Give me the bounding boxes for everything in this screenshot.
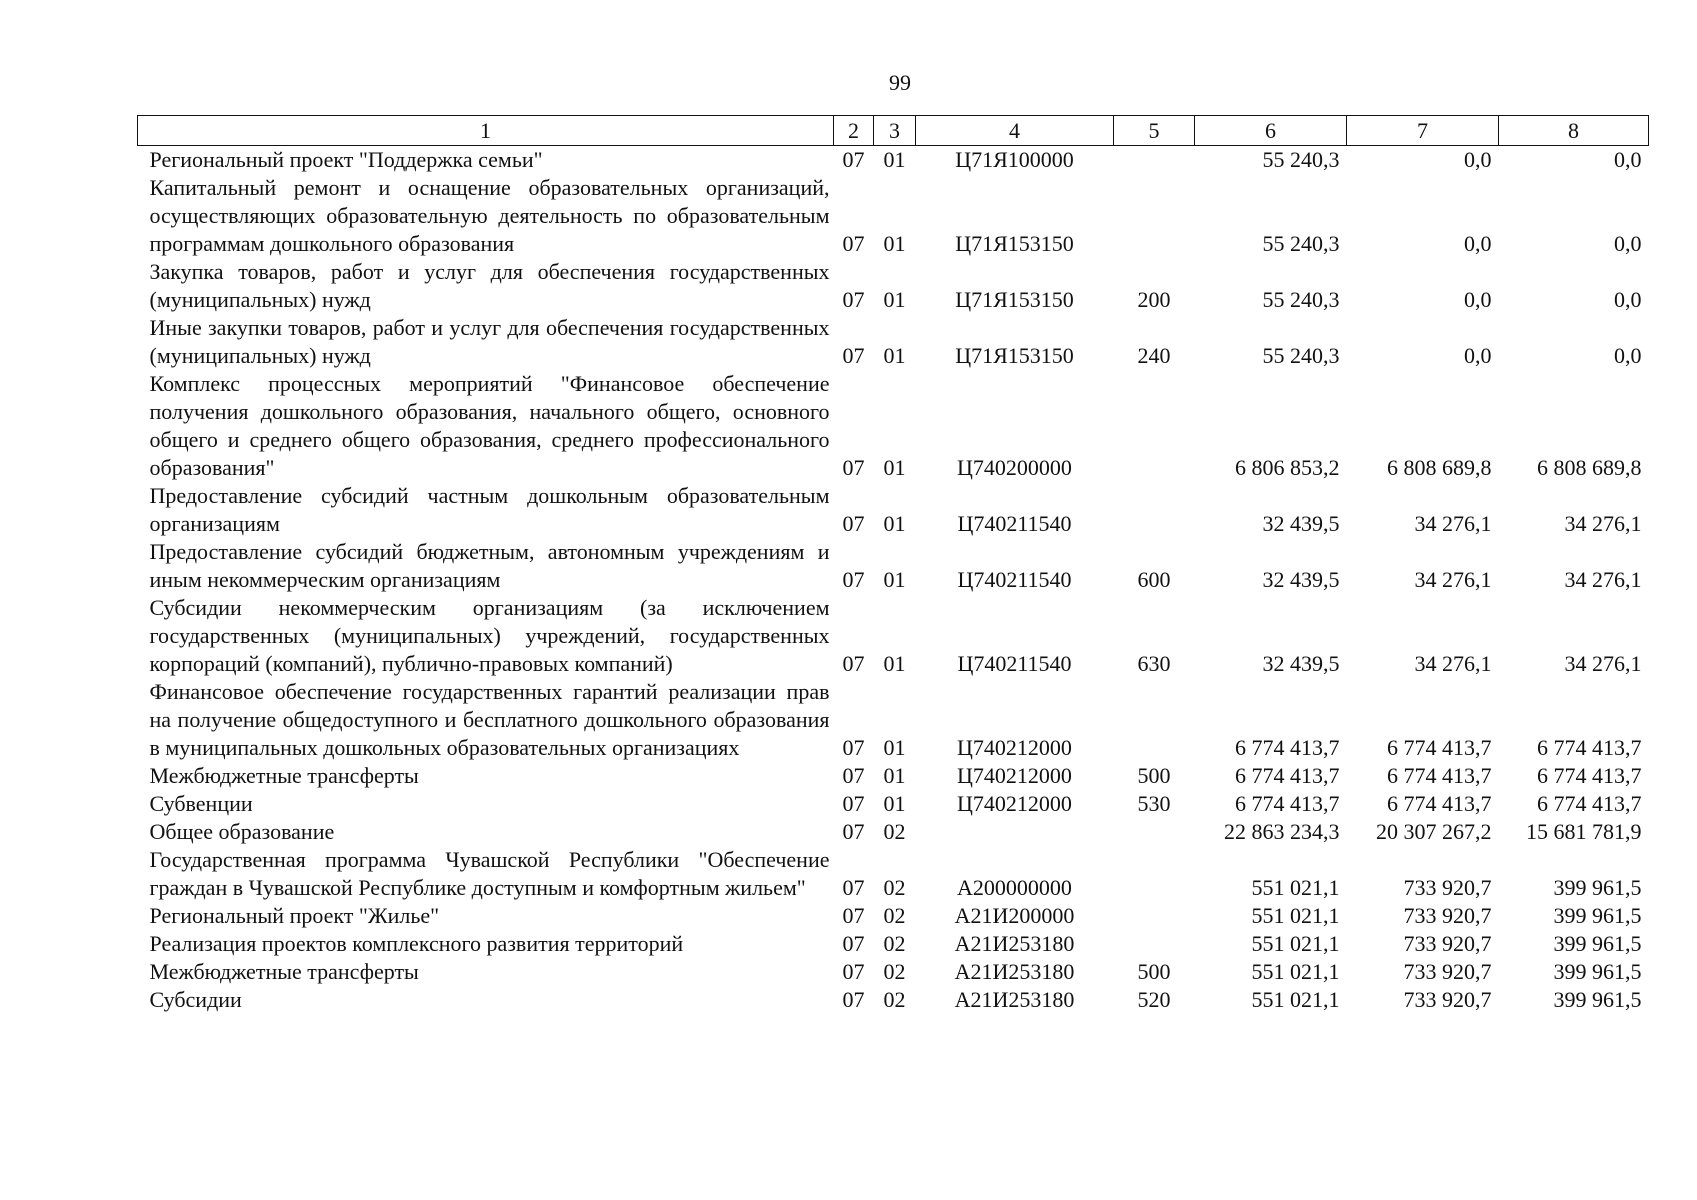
table-row	[138, 678, 1649, 762]
row-amount-col6: 55 240,3	[1262, 147, 1340, 172]
row-subsection: 01	[883, 763, 906, 788]
header-col-6: 6	[1195, 116, 1347, 146]
row-amount-col6: 32 439,5	[1262, 567, 1340, 592]
row-name: Государственная программа Чувашской Республики "Обеспечение граждан в Чувашской Республике доступным и комфортным жильем"	[149, 847, 830, 900]
row-name: Предоставление субсидий частным дошкольным образовательным организациям	[149, 483, 830, 536]
row-target-article: Ц740211540	[957, 567, 1072, 592]
row-amount-col8: 34 276,1	[1564, 651, 1642, 676]
row-amount-col8: 399 961,5	[1553, 931, 1642, 956]
header-row	[138, 116, 1649, 146]
row-amount-col6: 6 806 853,2	[1235, 455, 1340, 480]
row-expense-type	[1114, 482, 1195, 538]
table-row	[138, 790, 1649, 818]
row-name: Капитальный ремонт и оснащение образовательных организаций, осуществляющих образовательную деятельность по образовательным программам дошкольного образования	[149, 175, 830, 256]
row-amount-col7: 0,0	[1464, 287, 1492, 312]
row-subsection: 02	[883, 987, 906, 1012]
row-name: Закупка товаров, работ и услуг для обеспечения государственных (муниципальных) нужд	[149, 259, 830, 312]
row-expense-type	[1114, 902, 1195, 930]
row-amount-col8: 399 961,5	[1553, 875, 1642, 900]
page-number: 99	[889, 70, 911, 95]
row-section: 07	[842, 343, 865, 368]
row-amount-col6: 55 240,3	[1262, 287, 1340, 312]
table-row	[138, 146, 1649, 175]
row-expense-type: 200	[1137, 287, 1171, 312]
row-amount-col8: 6 774 413,7	[1537, 763, 1642, 788]
row-name: Межбюджетные трансферты	[149, 959, 419, 984]
table-row	[138, 594, 1649, 678]
row-target-article: А21И253180	[954, 931, 1075, 956]
row-target-article: Ц740212000	[957, 791, 1072, 816]
row-amount-col7: 34 276,1	[1414, 511, 1492, 536]
header-col-8: 8	[1499, 116, 1649, 146]
row-subsection: 01	[883, 147, 906, 172]
row-section: 07	[842, 959, 865, 984]
row-target-article: Ц71Я153150	[955, 287, 1074, 312]
row-amount-col7: 20 307 267,2	[1376, 819, 1492, 844]
row-amount-col6: 6 774 413,7	[1235, 763, 1340, 788]
row-expense-type: 530	[1137, 791, 1171, 816]
row-amount-col8: 399 961,5	[1553, 903, 1642, 928]
row-subsection: 01	[883, 511, 906, 536]
row-target-article	[916, 818, 1114, 846]
table-body	[138, 146, 1649, 1015]
row-expense-type	[1114, 174, 1195, 258]
row-name: Комплекс процессных мероприятий "Финансовое обеспечение получения дошкольного образования, начального общего, основного общего и среднего общего образования, среднего профессионального образования"	[149, 371, 830, 480]
row-name: Финансовое обеспечение государственных гарантий реализации прав на получение общедоступного и бесплатного дошкольного образования в муниципальных дошкольных образовательных организациях	[149, 679, 830, 760]
row-expense-type: 600	[1137, 567, 1171, 592]
table-row	[138, 958, 1649, 986]
table-row	[138, 258, 1649, 314]
header-col-4: 4	[916, 116, 1114, 146]
row-section: 07	[842, 147, 865, 172]
row-section: 07	[842, 651, 865, 676]
row-amount-col6: 551 021,1	[1251, 875, 1340, 900]
table-row	[138, 370, 1649, 482]
row-amount-col7: 6 808 689,8	[1387, 455, 1492, 480]
row-subsection: 02	[883, 959, 906, 984]
table-row	[138, 538, 1649, 594]
row-section: 07	[842, 287, 865, 312]
header-col-3: 3	[874, 116, 916, 146]
row-expense-type	[1114, 370, 1195, 482]
row-name: Реализация проектов комплексного развития территорий	[149, 931, 684, 956]
row-amount-col7: 34 276,1	[1414, 651, 1492, 676]
row-name: Региональный проект "Жилье"	[149, 903, 440, 928]
row-amount-col7: 0,0	[1464, 147, 1492, 172]
table-row	[138, 482, 1649, 538]
row-amount-col7: 733 920,7	[1403, 875, 1492, 900]
row-target-article: А200000000	[957, 875, 1072, 900]
row-subsection: 01	[883, 651, 906, 676]
row-subsection: 02	[883, 819, 906, 844]
row-amount-col8: 0,0	[1614, 231, 1642, 256]
row-section: 07	[842, 455, 865, 480]
row-subsection: 02	[883, 903, 906, 928]
row-section: 07	[842, 987, 865, 1012]
row-subsection: 01	[883, 735, 906, 760]
row-target-article: А21И200000	[954, 903, 1075, 928]
table-row	[138, 986, 1649, 1014]
row-amount-col7: 6 774 413,7	[1387, 763, 1492, 788]
row-amount-col6: 32 439,5	[1262, 651, 1340, 676]
row-section: 07	[842, 875, 865, 900]
row-section: 07	[842, 511, 865, 536]
row-amount-col7: 733 920,7	[1403, 987, 1492, 1012]
row-amount-col7: 733 920,7	[1403, 931, 1492, 956]
row-amount-col8: 0,0	[1614, 287, 1642, 312]
row-amount-col6: 551 021,1	[1251, 959, 1340, 984]
row-amount-col6: 6 774 413,7	[1235, 735, 1340, 760]
row-subsection: 01	[883, 231, 906, 256]
row-section: 07	[842, 931, 865, 956]
header-col-7: 7	[1347, 116, 1499, 146]
row-subsection: 01	[883, 287, 906, 312]
table-row	[138, 818, 1649, 846]
row-amount-col8: 399 961,5	[1553, 959, 1642, 984]
row-target-article: Ц71Я153150	[955, 343, 1074, 368]
row-expense-type	[1114, 146, 1195, 175]
row-subsection: 01	[883, 791, 906, 816]
row-amount-col8: 6 774 413,7	[1537, 791, 1642, 816]
row-amount-col7: 0,0	[1464, 231, 1492, 256]
row-expense-type	[1114, 846, 1195, 902]
row-expense-type: 240	[1137, 343, 1171, 368]
row-target-article: А21И253180	[954, 959, 1075, 984]
budget-table	[137, 115, 1649, 1014]
row-target-article: А21И253180	[954, 987, 1075, 1012]
row-amount-col8: 15 681 781,9	[1526, 819, 1642, 844]
row-target-article: Ц71Я153150	[955, 231, 1074, 256]
row-name: Предоставление субсидий бюджетным, автономным учреждениям и иным некоммерческим организациям	[149, 539, 830, 592]
row-name: Региональный проект "Поддержка семьи"	[149, 147, 543, 172]
row-amount-col6: 551 021,1	[1251, 987, 1340, 1012]
row-amount-col7: 733 920,7	[1403, 903, 1492, 928]
row-amount-col7: 6 774 413,7	[1387, 735, 1492, 760]
row-target-article: Ц71Я100000	[955, 147, 1074, 172]
row-subsection: 01	[883, 455, 906, 480]
row-amount-col7: 34 276,1	[1414, 567, 1492, 592]
row-section: 07	[842, 231, 865, 256]
row-amount-col6: 55 240,3	[1262, 343, 1340, 368]
table-row	[138, 314, 1649, 370]
table-row	[138, 174, 1649, 258]
row-expense-type: 630	[1137, 651, 1171, 676]
row-amount-col6: 551 021,1	[1251, 903, 1340, 928]
row-subsection: 02	[883, 875, 906, 900]
row-amount-col8: 399 961,5	[1553, 987, 1642, 1012]
row-amount-col6: 6 774 413,7	[1235, 791, 1340, 816]
row-expense-type	[1114, 818, 1195, 846]
row-name: Общее образование	[149, 819, 335, 844]
table-row	[138, 902, 1649, 930]
row-subsection: 01	[883, 343, 906, 368]
row-expense-type: 500	[1137, 763, 1171, 788]
table-row	[138, 846, 1649, 902]
row-section: 07	[842, 763, 865, 788]
row-section: 07	[842, 903, 865, 928]
row-target-article: Ц740211540	[957, 511, 1072, 536]
row-target-article: Ц740212000	[957, 735, 1072, 760]
row-amount-col6: 551 021,1	[1251, 931, 1340, 956]
row-expense-type: 500	[1137, 959, 1171, 984]
row-amount-col6: 22 863 234,3	[1224, 819, 1340, 844]
row-subsection: 01	[883, 567, 906, 592]
row-expense-type	[1114, 678, 1195, 762]
row-expense-type	[1114, 930, 1195, 958]
row-name: Субсидии	[149, 987, 242, 1012]
row-target-article: Ц740211540	[957, 651, 1072, 676]
row-expense-type: 520	[1137, 987, 1171, 1012]
row-target-article: Ц740212000	[957, 763, 1072, 788]
row-amount-col8: 0,0	[1614, 147, 1642, 172]
row-name: Иные закупки товаров, работ и услуг для обеспечения государственных (муниципальных) нужд	[149, 315, 830, 368]
header-col-5: 5	[1114, 116, 1195, 146]
header-col-2: 2	[834, 116, 874, 146]
header-col-1: 1	[138, 116, 834, 146]
row-section: 07	[842, 567, 865, 592]
row-amount-col6: 32 439,5	[1262, 511, 1340, 536]
row-subsection: 02	[883, 931, 906, 956]
row-name: Субсидии некоммерческим организациям (за исключением государственных (муниципальных) учреждений, государственных корпораций (компаний), публично-правовых компаний)	[149, 595, 830, 676]
row-section: 07	[842, 819, 865, 844]
row-amount-col8: 34 276,1	[1564, 511, 1642, 536]
row-amount-col7: 6 774 413,7	[1387, 791, 1492, 816]
row-amount-col7: 0,0	[1464, 343, 1492, 368]
table-row	[138, 930, 1649, 958]
row-target-article: Ц740200000	[957, 455, 1072, 480]
row-amount-col8: 6 774 413,7	[1537, 735, 1642, 760]
row-amount-col8: 6 808 689,8	[1537, 455, 1642, 480]
row-amount-col8: 0,0	[1614, 343, 1642, 368]
row-amount-col8: 34 276,1	[1564, 567, 1642, 592]
table-row	[138, 762, 1649, 790]
row-section: 07	[842, 791, 865, 816]
row-name: Субвенции	[149, 791, 253, 816]
row-name: Межбюджетные трансферты	[149, 763, 419, 788]
row-section: 07	[842, 735, 865, 760]
row-amount-col6: 55 240,3	[1262, 231, 1340, 256]
row-amount-col7: 733 920,7	[1403, 959, 1492, 984]
